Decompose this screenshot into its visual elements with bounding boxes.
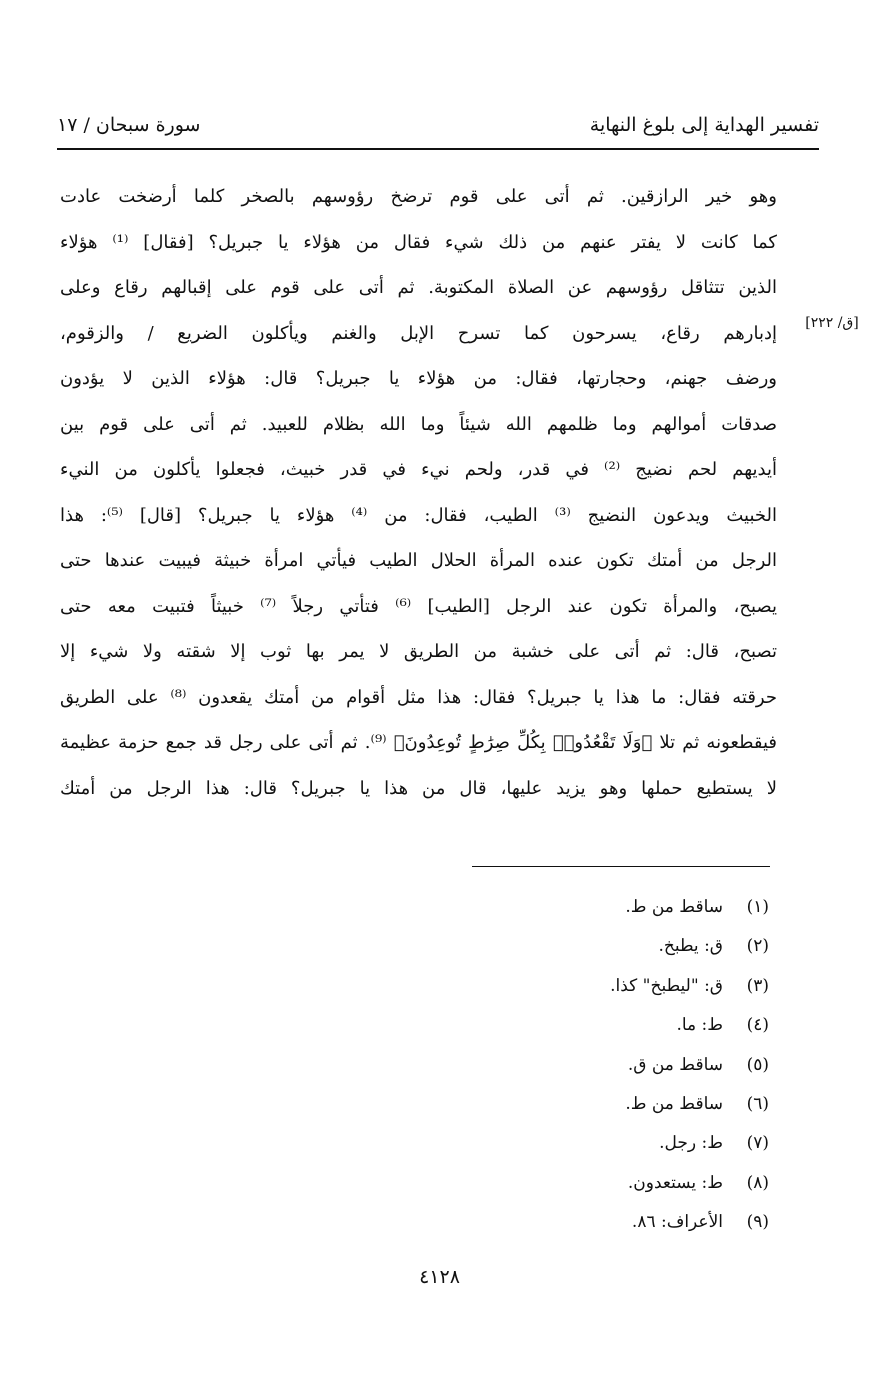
footnote-text: ط: ما.	[676, 1015, 723, 1036]
footnote-text: ق: يطبخ.	[658, 936, 723, 957]
footnote	[449, 1164, 769, 1203]
footnote-text: ساقط من ط.	[625, 897, 723, 917]
footnote-number: (٥)	[746, 1054, 769, 1075]
header-divider	[57, 148, 819, 150]
footnote-number: (٧)	[746, 1133, 769, 1154]
footnote-number: (٦)	[746, 1093, 769, 1114]
text-line: أيديهم لحم نضيج ⁽²⁾ في قدر، ولحم نيء في قدر خبيث، فجعلوا يأكلون من النيء	[60, 459, 777, 480]
footnote-text: ساقط من ط.	[625, 1093, 723, 1114]
footnote	[449, 1046, 769, 1085]
text-line: إدبارهم رقاع، يسرحون كما تسرح الإبل والغنم ويأكلون الضريع / والزقوم،	[60, 322, 777, 344]
footnote	[449, 888, 769, 927]
surah-label: سورة سبحان / ١٧	[57, 114, 201, 136]
text-line: يصبح، والمرأة تكون عند الرجل [الطيب] ⁽⁶⁾ فتأتي رجلاً ⁽⁷⁾ خبيثاً فتبيت معه حتى	[60, 595, 777, 617]
manuscript-margin-reference: [ق/ ٢٢٢]	[805, 315, 859, 331]
footnote-text: ط: رجل.	[659, 1133, 723, 1154]
text-line: لا يستطيع حملها وهو يزيد عليها، قال من هذا يا جبريل؟ قال: هذا الرجل من أمتك	[60, 777, 777, 799]
text-line: الذين تتثاقل رؤوسهم عن الصلاة المكتوبة. ثم أتى على قوم على إقبالهم رقاع وعلى	[60, 277, 777, 298]
footnote	[449, 1085, 769, 1124]
footnote-text: ساقط من ق.	[627, 1054, 723, 1075]
footnote-number: (٩)	[746, 1212, 769, 1233]
text-line: فيقطعونه ثم تلا ﴿وَلَا تَقْعُدُوا۟ بِكُلِّ صِرَٰطٍ تُوعِدُونَ﴾ ⁽⁹⁾. ثم أتى على رجل قد جمع حزمة عظيمة	[60, 732, 777, 753]
book-title: تفسير الهداية إلى بلوغ النهاية	[589, 114, 819, 136]
text-line: كما كانت لا يفتر عنهم من ذلك شيء فقال من هؤلاء يا جبريل؟ [فقال] ⁽¹⁾ هؤلاء	[60, 231, 777, 253]
text-line: ورضف جهنم، وحجارتها، فقال: من هؤلاء يا جبريل؟ قال: هؤلاء الذين لا يؤدون	[60, 368, 777, 389]
footnote-text: الأعراف: ٨٦.	[631, 1212, 723, 1233]
footnote	[449, 1203, 769, 1242]
footnote-number: (٤)	[746, 1015, 769, 1036]
footnote-text: ق: "ليطبخ" كذا.	[610, 975, 723, 996]
footnote-number: (٨)	[746, 1172, 769, 1193]
page-number: ٤١٢٨	[419, 1266, 460, 1288]
footnote	[449, 967, 769, 1006]
footnote	[449, 927, 769, 966]
footnote-text: ط: يستعدون.	[627, 1172, 723, 1193]
text-line: تصبح، قال: ثم أتى على خشبة من الطريق لا يمر بها ثوب إلا شقته ولا شيء إلا	[60, 641, 777, 662]
text-line: صدقات أموالهم وما ظلمهم الله شيئاً وما الله بظلام للعبيد. ثم أتى على قوم بين	[60, 413, 777, 435]
text-line: الخبيث ويدعون النضيج ⁽³⁾ الطيب، فقال: من ⁽⁴⁾ هؤلاء يا جبريل؟ [قال] ⁽⁵⁾: هذا	[60, 504, 777, 526]
text-line: حرقته فقال: ما هذا يا جبريل؟ فقال: هذا مثل أقوام من أمتك يقعدون ⁽⁸⁾ على الطريق	[60, 686, 777, 708]
footnote-divider	[472, 866, 770, 867]
footnotes-list	[449, 888, 769, 1243]
footnote	[449, 1124, 769, 1163]
running-header	[57, 108, 819, 142]
footnote	[449, 1006, 769, 1045]
footnote-number: (١)	[746, 897, 769, 917]
text-line: وهو خير الرازقين. ثم أتى على قوم ترضخ رؤوسهم بالصخر كلما أرضخت عادت	[60, 186, 777, 207]
footnote-number: (٢)	[746, 936, 769, 957]
footnote-number: (٣)	[746, 975, 769, 996]
main-text	[60, 174, 777, 811]
text-line: الرجل من أمتك تكون عنده المرأة الحلال الطيب فيأتي امرأة خبيثة فيبيت عندها حتى	[60, 550, 777, 571]
